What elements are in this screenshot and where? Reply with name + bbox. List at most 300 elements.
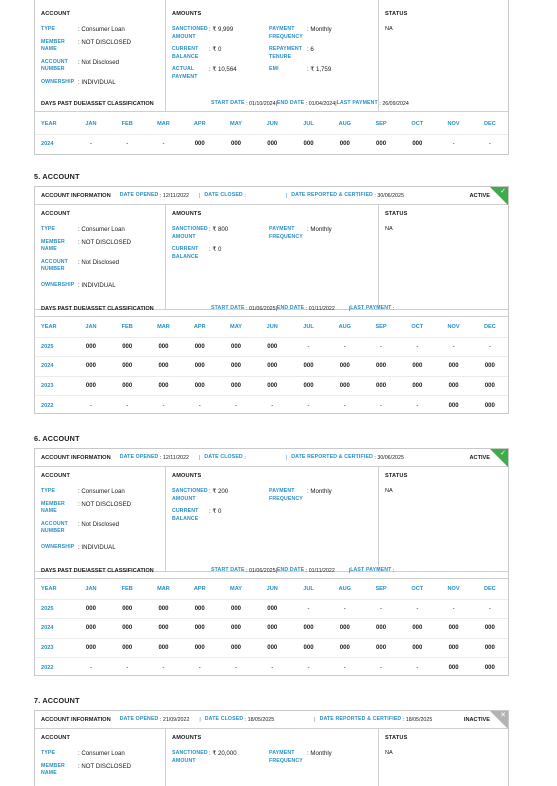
sanctioned-value: : ₹ 200 [209,488,229,495]
dpd-cell: - [89,402,92,409]
dpd-cell: 000 [194,141,205,148]
status-heading: STATUS [385,11,408,17]
amounts-column [166,205,379,309]
dpd-cell: 000 [376,382,387,389]
member-label: MEMBER NAME [41,238,65,253]
dpd-grid [35,115,508,154]
month-header: NOV [447,121,460,128]
dpd-cell: 000 [122,625,133,632]
ownership-label: OWNERSHIP [41,543,75,550]
date-opened-value: : 12/11/2022 [158,454,189,461]
type-row [41,226,159,234]
dpd-cell: - [234,664,237,671]
check-icon: ✓ [500,188,506,195]
account-info-bar [35,449,508,467]
end-date-value: : 01/11/2022 [304,567,335,574]
month-header: MAY [230,586,242,593]
date-reported-value: : 30/06/2025 [372,192,404,199]
dpd-cell: - [198,402,201,409]
dpd-cell: 000 [158,625,169,632]
actual-label: ACTUAL PAYMENT [172,66,198,80]
account-details [35,467,508,572]
frequency-value: : Monthly [307,750,332,757]
account-info-title: ACCOUNT INFORMATION [41,454,111,461]
frequency-label: PAYMENT FREQUENCY [269,750,303,764]
dpd-cell: 000 [376,141,387,148]
dpd-cell: - [234,402,237,409]
dpd-cell: - [162,664,165,671]
account-info-title: ACCOUNT INFORMATION [41,192,111,199]
status-value: NA [385,750,393,756]
dpd-cell: 000 [376,644,387,651]
date-closed-value: : 18/05/2025 [243,716,275,723]
dpd-cell: 000 [122,363,133,370]
dpd-cell: 000 [85,343,96,350]
member-label: MEMBER NAME [41,762,65,777]
end-date-label: END DATE [276,566,305,573]
month-header: AUG [338,324,351,331]
dpd-cell: 000 [194,363,205,370]
account-7-card [34,710,509,786]
month-header: MAR [157,324,170,331]
year-cell: 2023 [41,644,54,651]
dpd-cell: - [343,605,346,612]
sanctioned-value: : ₹ 800 [209,226,229,233]
dpd-cell: 000 [267,382,278,389]
account-5-card [34,186,509,414]
status-heading: STATUS [385,473,408,479]
dpd-cell: 000 [194,644,205,651]
date-opened-label: DATE OPENED [119,191,159,198]
separator: | [285,454,288,461]
member-value: : NOT DISCLOSED [78,38,132,46]
current-value: : ₹ 0 [209,46,222,54]
dpd-cell: 000 [448,664,459,671]
status-column [379,0,508,111]
check-icon: ✓ [500,450,506,457]
status-heading: STATUS [385,211,408,217]
dpd-cell: - [307,605,310,612]
dpd-cell: - [343,402,346,409]
amounts-column [166,467,379,571]
month-header: JAN [85,121,97,128]
dpd-cell: 000 [484,644,495,651]
amount-row [172,226,372,241]
dpd-row [35,357,508,377]
separator: | [199,454,201,461]
month-header: MAY [230,121,242,128]
dpd-cell: - [488,343,491,350]
member-value: : NOT DISCLOSED [78,238,132,246]
dpd-cell: - [416,605,419,612]
dpd-cell: - [271,402,274,409]
dpd-cell: - [452,343,455,350]
year-cell: 2024 [41,363,54,370]
month-header: JUL [303,121,314,128]
dpd-cell: 000 [267,363,278,370]
dpd-cell: - [271,664,274,671]
dpd-row [35,396,508,414]
dpd-cell: 000 [484,402,495,409]
account-heading: ACCOUNT [41,473,71,479]
month-header: OCT [411,586,424,593]
type-value: : Consumer Loan [78,26,125,33]
amounts-heading: AMOUNTS [172,11,202,17]
amount-row [172,508,372,523]
year-header: YEAR [41,324,57,331]
dpd-cell: 000 [267,625,278,632]
dpd-cell: 000 [412,382,423,389]
dpd-cell: 000 [303,625,314,632]
dpd-cell: 000 [303,382,314,389]
account-6-title: 6. ACCOUNT [34,434,80,443]
month-header: JUN [266,121,278,128]
type-value: : Consumer Loan [78,750,125,757]
start-date-value: : 01/06/2025 [244,567,276,574]
last-payment-label: LAST PAYMENT [350,566,392,573]
date-opened-value: : 21/09/2022 [158,716,190,723]
month-header: FEB [121,586,133,593]
status-value: NA [385,488,393,494]
dpd-cell: - [198,664,201,671]
account-column [35,0,166,111]
start-date-label: START DATE [211,99,245,106]
dpd-cell: 000 [194,625,205,632]
dpd-cell: 000 [230,605,241,612]
month-header: AUG [338,121,351,128]
year-cell: 2025 [41,605,54,612]
accnum-label: ACCOUNT NUMBER [41,58,68,73]
account-heading: ACCOUNT [41,211,71,217]
end-date-label: END DATE [276,304,305,311]
start-date-label: START DATE [211,566,245,573]
dpd-cell: - [162,402,165,409]
dpd-cell: 000 [230,343,241,350]
member-row [41,239,159,254]
last-payment-value: : [391,305,395,312]
dpd-cell: 000 [122,644,133,651]
month-header: DEC [483,586,496,593]
accnum-value: : Not Disclosed [78,258,119,266]
sanctioned-label: SANCTIONED AMOUNT [172,750,208,764]
dpd-cell: 000 [484,382,495,389]
amount-row [172,488,372,503]
account-heading: ACCOUNT [41,735,71,741]
current-value: : ₹ 0 [209,508,222,516]
month-header: JUN [266,324,278,331]
dpd-cell: 000 [339,625,350,632]
dpd-cell: 000 [376,363,387,370]
dpd-cell: 000 [412,625,423,632]
separator: | [275,567,277,574]
dpd-row [35,377,508,397]
dpd-cell: 000 [267,141,278,148]
date-opened-value: : 12/11/2022 [158,192,189,199]
account-info-bar [35,711,508,729]
dpd-cell: 000 [230,644,241,651]
accnum-row [41,521,159,536]
dpd-cell: - [126,664,129,671]
member-label: MEMBER NAME [41,500,65,515]
dpd-cell: - [416,402,419,409]
dpd-cell: 000 [230,363,241,370]
amount-row [172,246,372,261]
member-row [41,501,159,516]
dpd-cell: 000 [412,141,423,148]
dpd-cell: 000 [230,141,241,148]
type-row [41,750,159,758]
amounts-heading: AMOUNTS [172,735,202,741]
date-closed-value: : [242,454,246,461]
month-header: APR [193,586,206,593]
accnum-label: ACCOUNT NUMBER [41,258,68,273]
dpd-cell: - [452,141,455,148]
dpd-title: DAYS PAST DUE/ASSET CLASSIFICATION [41,567,154,574]
dpd-cell: 000 [230,625,241,632]
dpd-cell: 000 [230,382,241,389]
dpd-cell: 000 [158,605,169,612]
account-state-badge: INACTIVE [463,717,490,723]
separator: | [285,192,288,199]
date-closed-value: : [242,192,246,199]
dpd-cell: 000 [448,382,459,389]
dpd-cell: 000 [303,363,314,370]
tenure-value: : 6 [307,46,314,54]
emi-label: EMI [269,66,279,73]
status-column [379,729,508,786]
dpd-cell: - [126,402,129,409]
ownership-row [41,282,159,290]
amount-row [172,750,372,765]
date-reported-label: DATE REPORTED & CERTIFIED [291,191,373,198]
year-cell: 2023 [41,382,54,389]
dpd-cell: - [452,605,455,612]
dpd-cell: 000 [85,363,96,370]
dpd-cell: - [488,605,491,612]
dpd-row [35,338,508,358]
amounts-heading: AMOUNTS [172,473,202,479]
dpd-cell: 000 [376,625,387,632]
month-header: MAR [157,586,170,593]
amounts-heading: AMOUNTS [172,211,202,217]
frequency-value: : Monthly [307,26,332,33]
grid-header-row [35,115,508,135]
dpd-cell: 000 [267,343,278,350]
dpd-cell: - [343,343,346,350]
last-payment-value: : [391,567,395,574]
dpd-cell: - [126,141,129,148]
account-details [35,205,508,310]
dpd-cell: 000 [303,644,314,651]
dpd-bar: DAYS PAST DUE/ASSET CLASSIFICATION START DATE : 01/10/2024 | END DATE : 01/04/2024 | LAST PAYMENT : 26/09/2024 [35,96,508,112]
status-value: NA [385,226,393,232]
type-label: TYPE [41,226,56,232]
separator: | [314,716,316,723]
dpd-cell: 000 [267,644,278,651]
start-date-value: : 01/06/2025 [244,305,276,312]
dpd-cell: 000 [484,363,495,370]
dpd-cell: 000 [85,605,96,612]
member-value: : NOT DISCLOSED [78,762,132,770]
dpd-cell: - [307,402,310,409]
year-cell: 2022 [41,402,54,409]
ownership-value: : INDIVIDUAL [78,543,116,551]
sanctioned-label: SANCTIONED AMOUNT [172,226,208,240]
account-info-bar [35,187,508,205]
month-header: SEP [375,586,387,593]
dpd-cell: - [343,664,346,671]
dpd-cell: - [307,664,310,671]
dpd-cell: 000 [339,644,350,651]
month-header: AUG [338,586,351,593]
dpd-cell: 000 [158,363,169,370]
year-cell: 2022 [41,664,54,671]
current-label: CURRENT BALANCE [172,508,199,522]
separator: | [199,716,201,723]
dpd-cell: - [488,141,491,148]
status-value: NA [385,26,393,32]
dpd-cell: 000 [122,382,133,389]
account-heading: ACCOUNT [41,11,71,17]
dpd-title: DAYS PAST DUE/ASSET CLASSIFICATION [41,100,154,107]
close-icon: ✕ [500,712,506,719]
dpd-cell: 000 [448,625,459,632]
accnum-value: : Not Disclosed [78,58,119,66]
ownership-label: OWNERSHIP [41,281,75,288]
separator: | [348,305,351,312]
month-header: JUN [266,586,278,593]
frequency-value: : Monthly [307,488,332,495]
dpd-cell: 000 [85,625,96,632]
dpd-cell: 000 [448,402,459,409]
grid-header-row [35,580,508,600]
dpd-bar [35,301,508,317]
account-column [35,467,166,571]
month-header: JAN [85,586,97,593]
separator: | [199,192,201,199]
member-value: : NOT DISCLOSED [78,500,132,508]
dpd-cell: 000 [339,382,350,389]
sanctioned-label: SANCTIONED AMOUNT [172,26,208,40]
dpd-cell: - [416,664,419,671]
dpd-cell: 000 [339,141,350,148]
date-closed-label: DATE CLOSED [204,715,244,722]
month-header: JUL [303,586,314,593]
dpd-cell: 000 [194,605,205,612]
account-7-title: 7. ACCOUNT [34,696,80,705]
dpd-cell: - [380,664,383,671]
month-header: OCT [411,121,424,128]
account-5-title: 5. ACCOUNT [34,172,80,181]
dpd-cell: 000 [448,644,459,651]
year-cell: 2024 [41,141,54,148]
account-info-title: ACCOUNT INFORMATION [41,716,111,723]
accnum-label: ACCOUNT NUMBER [41,520,68,535]
frequency-value: : Monthly [307,226,332,233]
ownership-label: OWNERSHIP [41,78,75,85]
dpd-grid [35,318,508,414]
dpd-cell: 000 [122,343,133,350]
emi-value: : ₹ 1,759 [307,66,332,74]
account-column [35,729,166,786]
dpd-cell: - [89,141,92,148]
date-reported-label: DATE REPORTED & CERTIFIED [291,453,373,460]
dpd-cell: 000 [122,605,133,612]
dpd-cell: - [380,605,383,612]
dpd-cell: 000 [412,363,423,370]
current-label: CURRENT BALANCE [172,46,199,60]
date-reported-label: DATE REPORTED & CERTIFIED [319,715,402,722]
amounts-column [166,729,379,786]
dpd-cell: 000 [484,625,495,632]
sanctioned-label: SANCTIONED AMOUNT [172,488,208,502]
year-header: YEAR [41,121,57,128]
month-header: MAY [230,324,242,331]
type-value: : Consumer Loan [78,488,125,495]
type-label: TYPE [41,488,56,494]
dpd-cell: - [162,141,165,148]
end-date-value: : 01/04/2024 [304,100,336,107]
dpd-cell: 000 [484,664,495,671]
date-closed-label: DATE CLOSED [204,453,243,460]
date-reported-value: : 30/06/2025 [372,454,404,461]
dpd-cell: - [89,664,92,671]
dpd-cell: 000 [194,343,205,350]
month-header: FEB [121,121,133,128]
accnum-row [41,259,159,274]
actual-value: : ₹ 10,564 [209,66,237,74]
year-cell: 2025 [41,343,54,350]
frequency-label: PAYMENT FREQUENCY [269,226,303,240]
dpd-cell: 000 [448,363,459,370]
last-payment-label: LAST PAYMENT [350,304,392,311]
dpd-cell: 000 [158,382,169,389]
dpd-cell: - [307,343,310,350]
sanctioned-value: : ₹ 9,999 [209,26,234,33]
dpd-cell: 000 [158,644,169,651]
date-opened-label: DATE OPENED [119,715,159,722]
dpd-grid [35,580,508,676]
ownership-value: : INDIVIDUAL [78,78,116,86]
account-column [35,205,166,309]
type-label: TYPE [41,26,56,32]
frequency-label: PAYMENT FREQUENCY [269,488,303,502]
month-header: SEP [375,121,387,128]
sanctioned-value: : ₹ 20,000 [209,750,237,757]
dpd-cell: - [416,343,419,350]
type-label: TYPE [41,750,56,756]
ownership-row [41,544,159,552]
dpd-cell: 000 [85,382,96,389]
frequency-label: PAYMENT FREQUENCY [269,26,303,40]
dpd-cell: 000 [412,644,423,651]
dpd-row [35,600,508,620]
year-header: YEAR [41,586,57,593]
month-header: APR [193,121,206,128]
dpd-bar [35,563,508,579]
separator: | [275,305,277,312]
account-6-card [34,448,509,676]
end-date-label: END DATE [276,99,305,106]
last-payment-label: LAST PAYMENT [336,99,378,106]
date-opened-label: DATE OPENED [119,453,159,460]
account-state-badge: ACTIVE [469,193,490,199]
month-header: MAR [157,121,170,128]
month-header: JAN [85,324,97,331]
date-reported-value: : 18/05/2025 [401,716,433,723]
ownership-value: : INDIVIDUAL [78,281,116,289]
start-date-label: START DATE [211,304,245,311]
